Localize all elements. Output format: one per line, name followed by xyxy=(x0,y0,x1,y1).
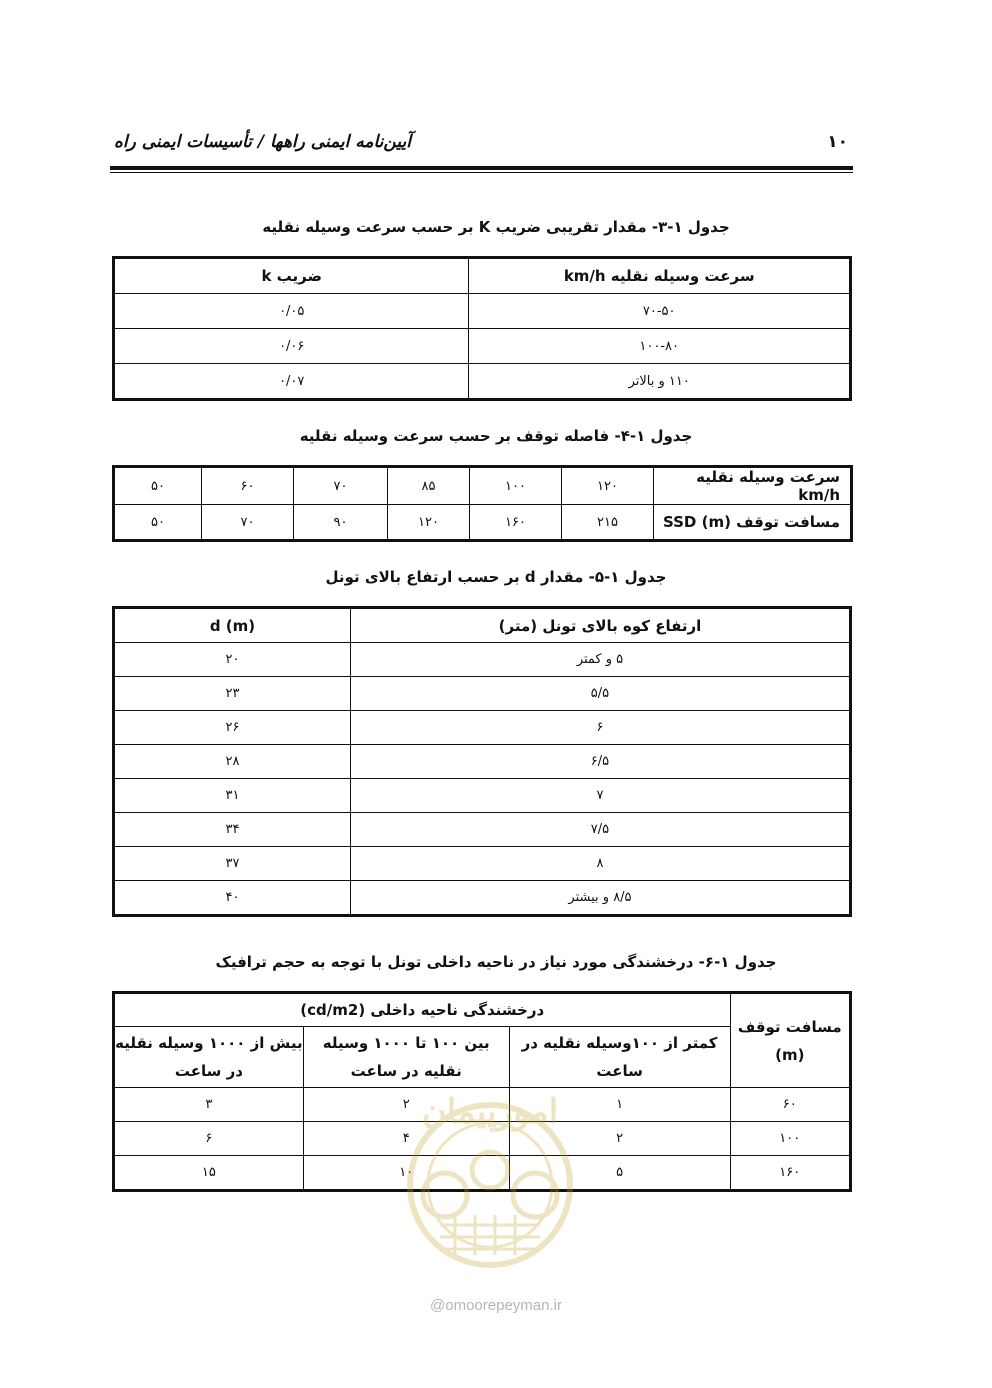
table5-cell: ۶ xyxy=(350,711,850,745)
watermark-logo-text: امورپیمان xyxy=(421,1092,559,1132)
table5-cell: ۳۴ xyxy=(114,813,351,847)
table5-cell: ۵/۵ xyxy=(350,677,850,711)
table6-cell: ۱۵ xyxy=(114,1156,304,1191)
table-row xyxy=(114,294,851,329)
table-row xyxy=(114,364,851,400)
table-row xyxy=(114,813,851,847)
table5-caption: جدول ۱-۵- مقدار d بر حسب ارتفاع بالای تونل xyxy=(325,568,667,586)
table6-cell: ۵ xyxy=(509,1156,730,1191)
table-row xyxy=(114,329,851,364)
table-row xyxy=(114,467,852,505)
table3-header-speed: سرعت وسیله نقلیه km/h xyxy=(469,258,851,294)
table6-caption: جدول ۱-۶- درخشندگی مورد نیاز در ناحیه داخلی تونل با توجه به حجم ترافیک xyxy=(215,953,777,971)
table6-cell: ۱ xyxy=(509,1088,730,1122)
table6-cell: ۶۰ xyxy=(730,1088,850,1122)
table4-cell: ۱۲۰ xyxy=(562,467,654,505)
table3-cell: ۰/۰۶ xyxy=(114,329,469,364)
table6-header-luminance-group: درخشندگی ناحیه داخلی (cd/m2) xyxy=(114,993,731,1027)
table6-cell: ۱۰۰ xyxy=(730,1122,850,1156)
table5-cell: ۴۰ xyxy=(114,881,351,916)
table5-header-d: d (m) xyxy=(114,608,351,643)
table4-caption: جدول ۱-۴- فاصله توقف بر حسب سرعت وسیله نقلیه xyxy=(299,427,693,445)
table-row xyxy=(114,505,852,541)
table3-cell: ۱۱۰ و بالاتر xyxy=(469,364,851,400)
table3-cell: ۰/۰۷ xyxy=(114,364,469,400)
table4-cell: ۹۰ xyxy=(294,505,388,541)
table4 xyxy=(112,465,853,542)
table5-cell: ۳۱ xyxy=(114,779,351,813)
table5-cell: ۳۷ xyxy=(114,847,351,881)
table4-cell: ۱۲۰ xyxy=(388,505,470,541)
table6-subheader-high: بیش از ۱۰۰۰ وسیله نقلیه در ساعت xyxy=(114,1027,304,1088)
table5-cell: ۲۶ xyxy=(114,711,351,745)
table-row xyxy=(114,643,851,677)
table4-cell: ۱۰۰ xyxy=(470,467,562,505)
table5-cell: ۷ xyxy=(350,779,850,813)
table-row xyxy=(114,847,851,881)
table4-cell: ۶۰ xyxy=(202,467,294,505)
running-head: آیین‌نامه ایمنی راهها / تأسیسات ایمنی راه xyxy=(114,132,411,152)
table6-cell: ۱۶۰ xyxy=(730,1156,850,1191)
table4-cell: ۸۵ xyxy=(388,467,470,505)
table5-cell: ۷/۵ xyxy=(350,813,850,847)
table6-cell: ۳ xyxy=(114,1088,304,1122)
header-rule-thin xyxy=(110,172,853,173)
page-header xyxy=(110,126,852,156)
table4-row-label-speed: سرعت وسیله نقلیه km/h xyxy=(654,467,852,505)
table4-cell: ۱۶۰ xyxy=(470,505,562,541)
table4-cell: ۷۰ xyxy=(202,505,294,541)
table-row xyxy=(114,711,851,745)
table3 xyxy=(112,256,852,401)
table4-row-label-distance: مسافت توقف SSD (m) xyxy=(654,505,852,541)
table4-cell: ۵۰ xyxy=(114,505,202,541)
table5-cell: ۵ و کمتر xyxy=(350,643,850,677)
table6-cell: ۴ xyxy=(303,1122,509,1156)
table6-cell: ۲ xyxy=(509,1122,730,1156)
table5-cell: ۶/۵ xyxy=(350,745,850,779)
table5-cell: ۸ xyxy=(350,847,850,881)
table4-cell: ۲۱۵ xyxy=(562,505,654,541)
table4-cell: ۷۰ xyxy=(294,467,388,505)
table3-header-k: ضریب k xyxy=(114,258,469,294)
table4-cell: ۵۰ xyxy=(114,467,202,505)
table-row xyxy=(114,745,851,779)
table5-header-height: ارتفاع کوه بالای تونل (متر) xyxy=(350,608,850,643)
table5-cell: ۲۸ xyxy=(114,745,351,779)
table-row xyxy=(114,677,851,711)
table5 xyxy=(112,606,852,917)
table3-cell: ۱۰۰-۸۰ xyxy=(469,329,851,364)
watermark-logo xyxy=(385,1075,595,1275)
table6-cell: ۱۰ xyxy=(303,1156,509,1191)
table3-cell: ۷۰-۵۰ xyxy=(469,294,851,329)
watermark-site: @omoorepeyman.ir xyxy=(430,1297,562,1314)
table5-cell: ۸/۵ و بیشتر xyxy=(350,881,850,916)
table6-header-distance: مسافت توقف (m) xyxy=(730,993,850,1088)
table6-subheader-low: کمتر از ۱۰۰وسیله نقلیه در ساعت xyxy=(509,1027,730,1088)
table-row xyxy=(114,881,851,916)
table6-cell: ۶ xyxy=(114,1122,304,1156)
table-row xyxy=(114,779,851,813)
table5-cell: ۲۰ xyxy=(114,643,351,677)
header-rule xyxy=(110,166,853,170)
table5-cell: ۲۳ xyxy=(114,677,351,711)
table3-caption: جدول ۱-۳- مقدار تقریبی ضریب K بر حسب سرعت وسیله نقلیه xyxy=(262,218,730,236)
table6-cell: ۲ xyxy=(303,1088,509,1122)
table3-cell: ۰/۰۵ xyxy=(114,294,469,329)
table6-subheader-mid: بین ۱۰۰ تا ۱۰۰۰ وسیله نقلیه در ساعت xyxy=(303,1027,509,1088)
page-number: ۱۰ xyxy=(827,132,848,152)
